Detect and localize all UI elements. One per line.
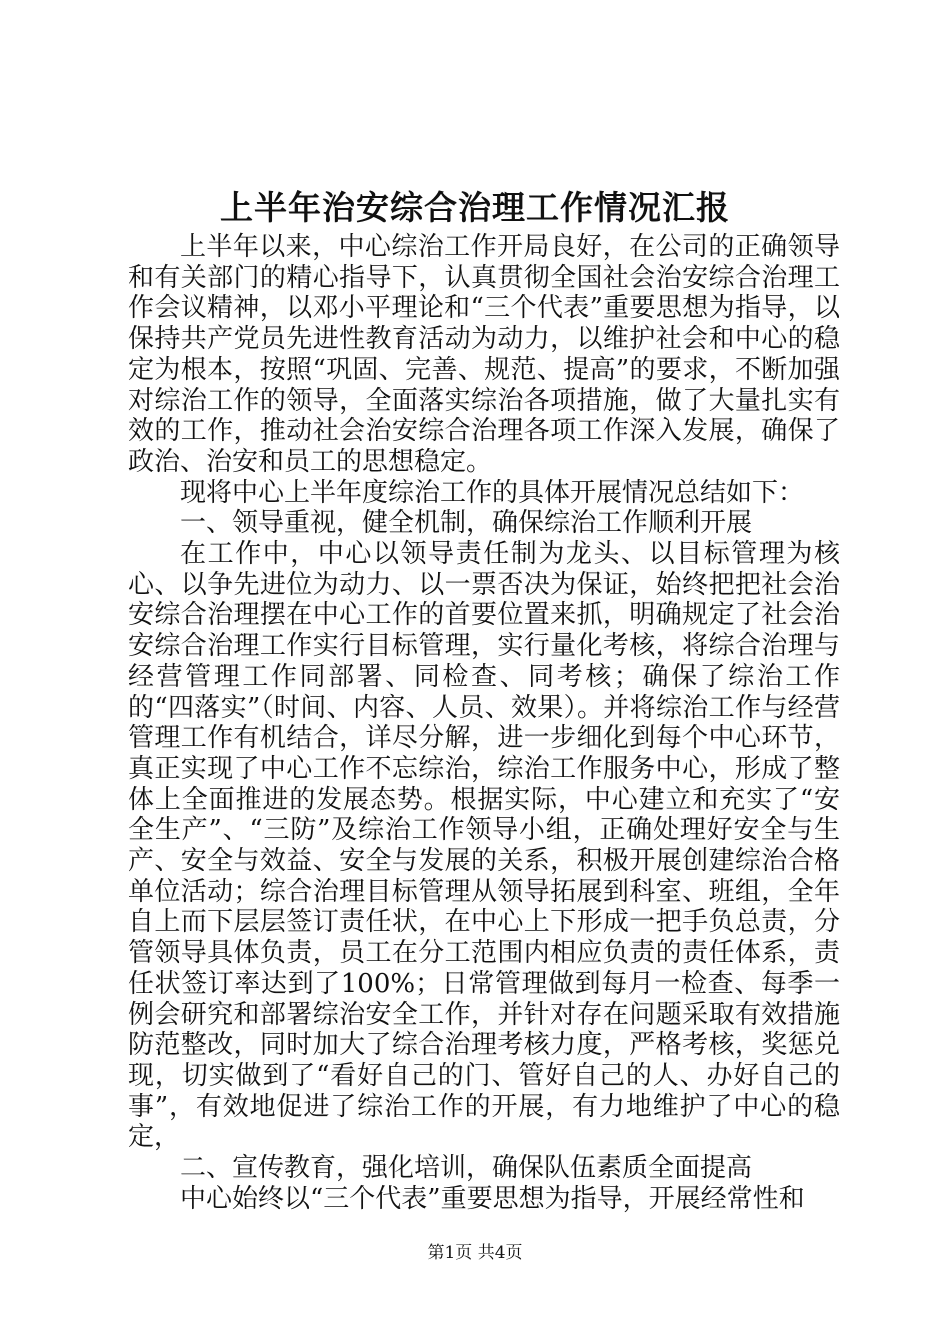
paragraph-section-1: 在工作中，中心以领导责任制为龙头、以目标管理为核心、以争先进位为动力、以一票否决为保证，始终把把社会治安综合治理摆在中心工作的首要位置来抓，明确规定了社会治安综合治理工作实行目标管理，实行量化考核，将综合治理与经营管理工作同部署、同检查、同考核；确保了综治工作的“四落实”（时间、内容、人员、效果）。并将综治工作与经营管理工作有机结合，详尽分解，进一步细化到每个中心环节，真正实现了中心工作不忘综治，综治工作服务中心，形成了整体上全面推进的发展态势。根据实际，中心建立和充实了“安全生产”、“三防”及综治工作领导小组，正确处理好安全与生产、安全与效益、安全与发展的关系，积极开展创建综治合格单位活动；综合治理目标管理从领导拓展到科室、班组，全年自上而下层层签订责任状，在中心上下形成一把手负总责，分管领导具体负责，员工在分工范围内相应负责的责任体系，责任状签订率达到了100%；日常管理做到每月一检查、每季一例会研究和部署综治安全工作，并针对存在问题采取有效措施防范整改，同时加大了综合治理考核力度，严格考核，奖惩兑现，切实做到了“看好自己的门、管好自己的人、办好自己的事”，有效地促进了综治工作的开展，有力地维护了中心的稳定，	[128, 539, 840, 1153]
document-body	[128, 232, 840, 1215]
paragraph-section-2: 中心始终以“三个代表”重要思想为指导，开展经常性和	[180, 1183, 805, 1214]
paragraph-intro: 上半年以来，中心综治工作开局良好，在公司的正确领导和有关部门的精心指导下，认真贯彻全国社会治安综合治理工作会议精神，以邓小平理论和“三个代表”重要思想为指导，以保持共产党员先进性教育活动为动力，以维护社会和中心的稳定为根本，按照“巩固、完善、规范、提高”的要求，不断加强对综治工作的领导，全面落实综治各项措施，做了大量扎实有效的工作，推动社会治安综合治理各项工作深入发展，确保了政治、治安和员工的思想稳定。	[128, 232, 840, 477]
page-number-footer: 第1页 共4页	[427, 1243, 523, 1263]
paragraph-summary-lead: 现将中心上半年度综治工作的具体开展情况总结如下：	[180, 477, 805, 508]
document-title: 上半年治安综合治理工作情况汇报	[220, 188, 730, 227]
section-heading-1: 一、领导重视，健全机制，确保综治工作顺利开展	[180, 508, 753, 539]
section-heading-2: 二、宣传教育，强化培训，确保队伍素质全面提高	[180, 1153, 753, 1184]
